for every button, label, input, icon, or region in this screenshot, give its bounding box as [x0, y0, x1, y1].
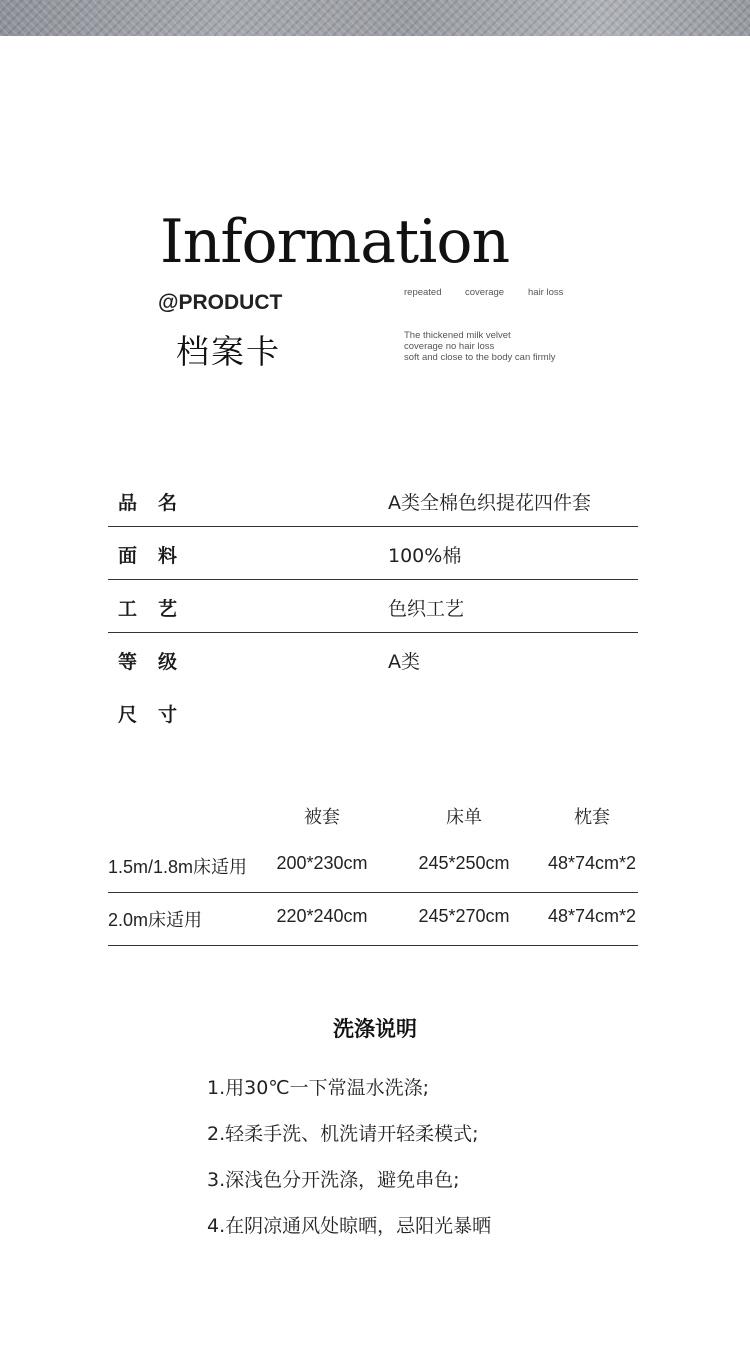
table-row: 2.0m床适用 220*240cm 245*270cm 48*74cm*2: [108, 893, 638, 946]
header-fabric-texture: [0, 0, 750, 36]
description-line: coverage no hair loss: [404, 341, 495, 352]
list-item: 2.轻柔手洗、机洗请开轻柔模式;: [207, 1123, 479, 1145]
bed-size-cell: 1.5m/1.8m床适用: [108, 857, 248, 877]
spec-label: 尺寸: [118, 704, 199, 726]
bed-size-cell: 2.0m床适用: [108, 910, 203, 930]
tag-hair-loss: hair loss: [528, 287, 564, 298]
tag-coverage: coverage: [465, 287, 505, 298]
washing-instructions-title: 洗涤说明: [333, 1017, 417, 1041]
spec-value: 色织工艺: [388, 598, 465, 620]
product-subtitle: @PRODUCT: [158, 291, 283, 314]
spec-label: 品名: [118, 492, 199, 514]
spec-row-name: [108, 474, 638, 527]
description-line: soft and close to the body can firmly: [404, 352, 556, 363]
spec-row-craft: [108, 580, 638, 633]
size-table: [108, 790, 638, 946]
spec-row-grade: [108, 633, 638, 686]
feature-tags: [404, 287, 563, 298]
information-title: Information: [160, 207, 510, 277]
spec-row-fabric: [108, 527, 638, 580]
spec-label: 面料: [118, 545, 199, 567]
list-item: 3.深浅色分开洗涤，避免串色;: [207, 1169, 460, 1191]
spec-row-size: [108, 686, 638, 739]
spec-value: A类全棉色织提花四件套: [388, 492, 591, 514]
spec-value: 100%棉: [388, 545, 462, 567]
table-row: 1.5m/1.8m床适用 200*230cm 245*250cm 48*74cm*2: [108, 840, 638, 893]
list-item: 4.在阴凉通风处晾晒，忌阳光暴晒: [207, 1215, 492, 1237]
spec-label: 工艺: [118, 598, 199, 620]
feature-description: [404, 330, 556, 363]
spec-value: A类: [388, 651, 420, 673]
tag-repeated: repeated: [404, 287, 442, 298]
description-line: The thickened milk velvet: [404, 330, 511, 341]
spec-table: [108, 474, 638, 739]
washing-instructions-list: [207, 1073, 491, 1257]
archive-card-title: 档案卡: [176, 332, 281, 371]
size-table-header: 被套 床单 枕套: [304, 807, 610, 827]
spec-label: 等级: [118, 651, 199, 673]
list-item: 1.用30℃一下常温水洗涤;: [207, 1077, 430, 1099]
